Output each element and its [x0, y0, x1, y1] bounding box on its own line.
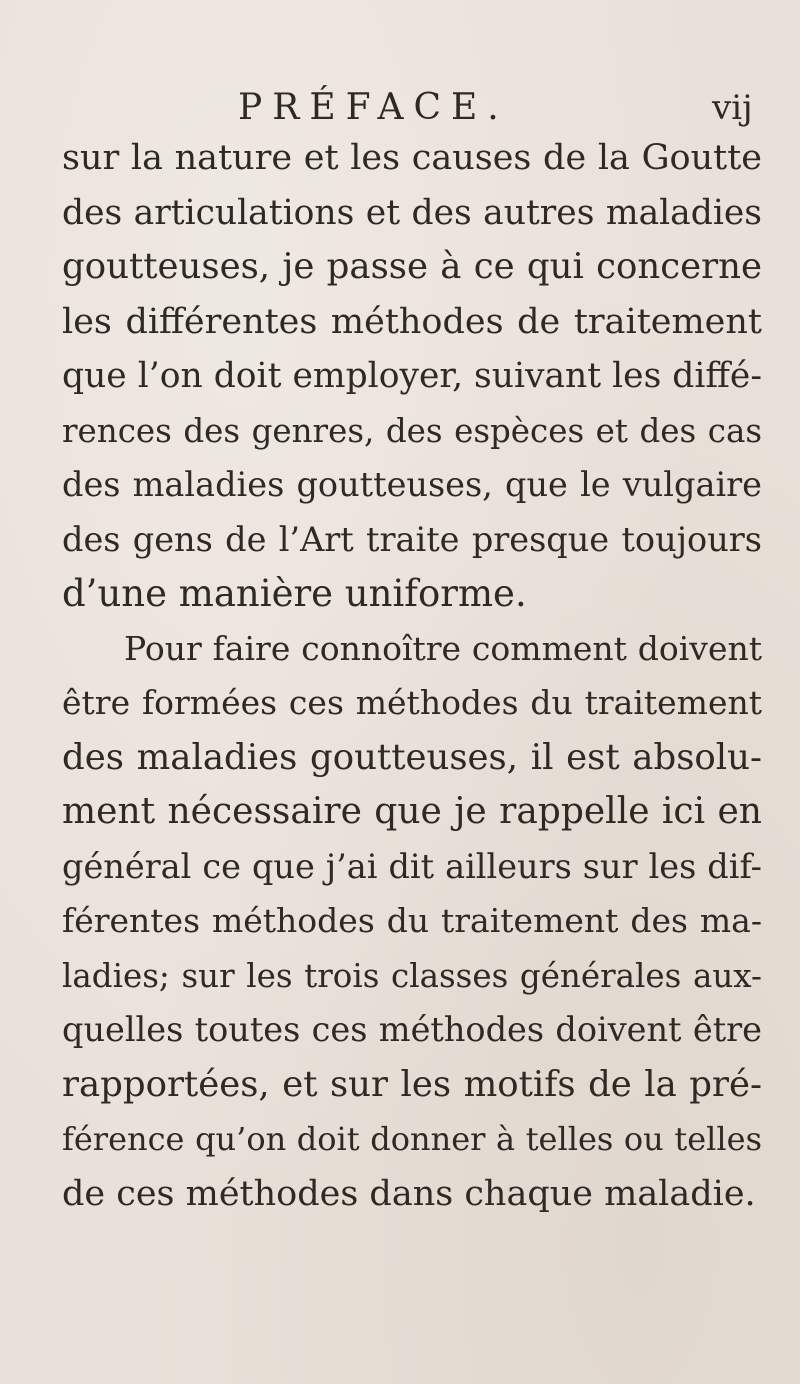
text-line: général ce que j’ai dit ailleurs sur les dif- — [62, 846, 762, 886]
text-line: que l’on doit employer, suivant les diffé- — [62, 356, 762, 396]
text-line: goutteuses, je passe à ce qui concerne — [62, 246, 762, 287]
text-line: quelles toutes ces méthodes doivent être — [62, 1010, 762, 1049]
page-header — [0, 80, 800, 136]
body-text — [62, 131, 762, 1221]
text-line: ladies; sur les trois classes générales aux- — [62, 956, 762, 995]
text-line: rences des genres, des espèces et des cas — [62, 411, 762, 450]
page-number: vij — [712, 88, 753, 128]
text-line: des maladies goutteuses, que le vulgaire — [62, 465, 762, 504]
text-line: être formées ces méthodes du traitement — [62, 683, 762, 722]
text-line: des articulations et des autres maladies — [62, 192, 762, 233]
paragraph-start-line: Pour faire connoître comment doivent — [124, 628, 762, 668]
text-line: férentes méthodes du traitement des ma- — [62, 901, 762, 940]
text-line: des maladies goutteuses, il est absolu- — [62, 736, 762, 778]
running-title: PRÉFACE. — [238, 87, 509, 128]
text-line: les différentes méthodes de traitement — [62, 301, 762, 342]
paragraph-end-line: de ces méthodes dans chaque maladie. — [62, 1173, 756, 1214]
text-line: des gens de l’Art traite presque toujours — [62, 519, 762, 559]
text-line: férence qu’on doit donner à telles ou telles — [62, 1120, 762, 1158]
text-line: ment nécessaire que je rappelle ici en — [62, 791, 762, 832]
text-line: sur la nature et les causes de la Goutte — [62, 138, 762, 178]
paragraph-end-line: d’une manière uniforme. — [62, 572, 527, 615]
text-line: rapportées, et sur les motifs de la pré- — [62, 1063, 762, 1105]
